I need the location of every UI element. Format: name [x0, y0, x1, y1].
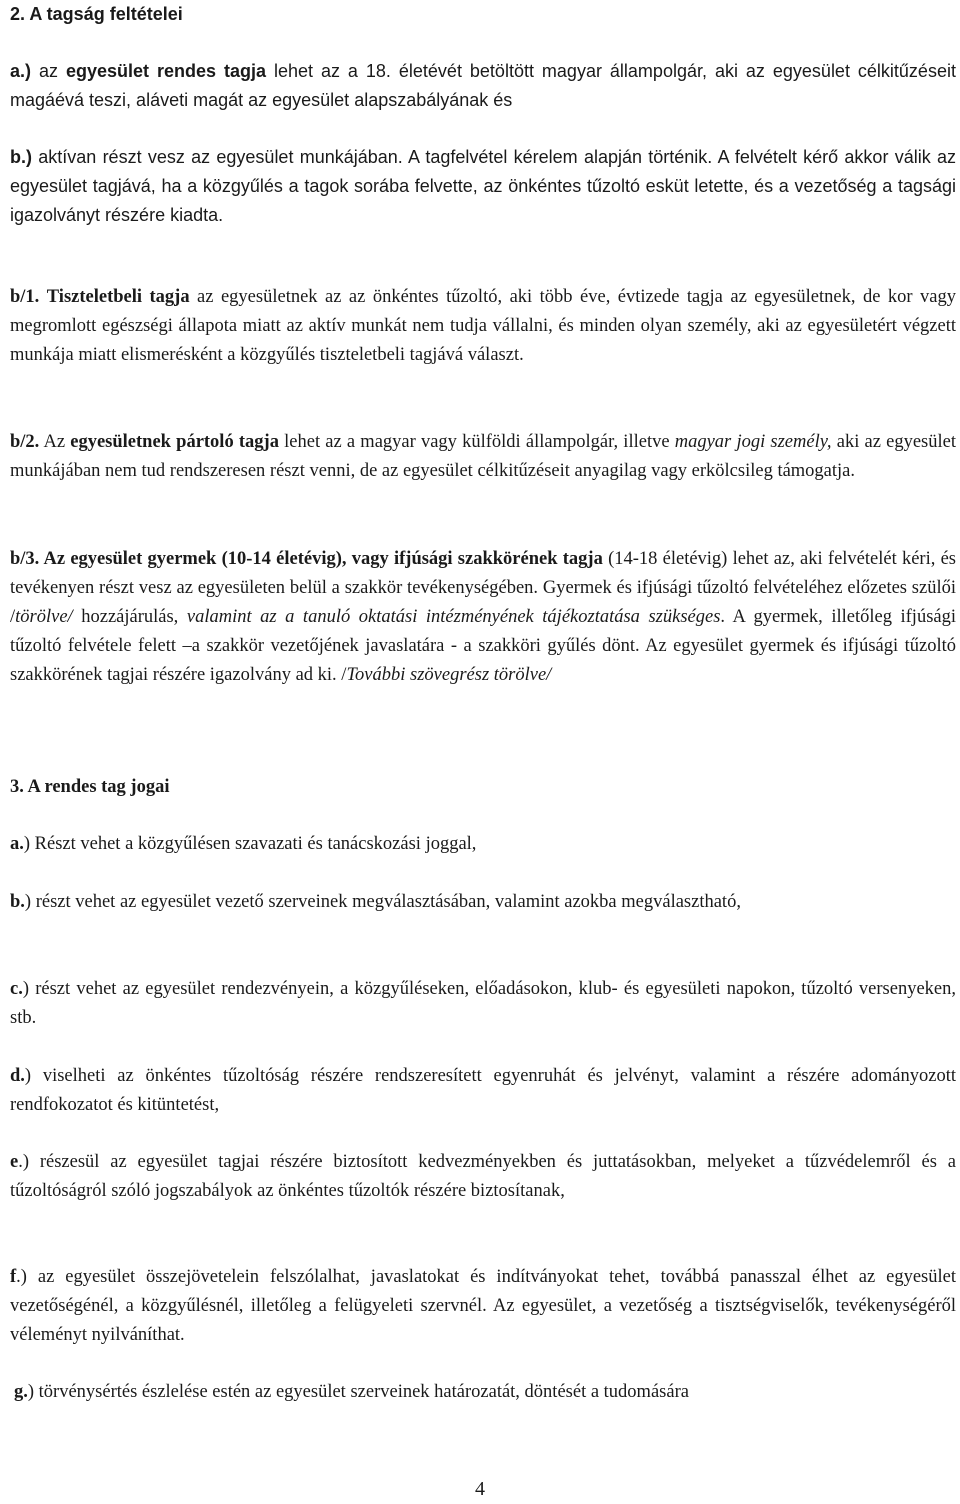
- text: . A gyermek, illetőleg ifjúsági tűzoltó felvétele felett –a szakkör vezetőjének javaslatára - a szakköri gyűlés dönt. Az egyesület gyermek és ifjúsági tűzoltó szakkörének tagjai részére igazolvány ad ki. /: [10, 607, 956, 685]
- text: (14-18 életévig) lehet az, aki felvételét kéri, és tevékenyen részt vesz az egyesületen belül a szakkör tevékenységében. Gyermek és ifjúsági tűzoltó felvételéhez előzetes szülői /: [10, 549, 956, 627]
- paragraph-b: [10, 143, 956, 230]
- item-label: d.: [10, 1066, 25, 1086]
- item-label: e: [10, 1152, 19, 1172]
- right-item-f: [10, 1263, 956, 1350]
- paragraph-b2: [10, 428, 956, 486]
- bold-term: egyesületnek pártoló tagja: [70, 432, 279, 452]
- item-label: c.: [10, 979, 23, 999]
- text: az: [38, 61, 58, 81]
- section-3-heading: 3. A rendes tag jogai: [10, 777, 170, 797]
- item-label: a.: [10, 834, 24, 854]
- text: az egyesületnek az az önkéntes tűzoltó, aki több éve, évtizede tagja az egyesületnek, de kor vagy megromlott egészségi állapota miatt az aktív munkát nem tudja vállalni, és minden olyan személy, aki az egyesületért végzett munkája miatt elismerésként a közgyűlés tiszteletbeli tagjává választ.: [10, 287, 956, 365]
- right-item-b: [10, 888, 956, 917]
- text: lehet az a 18. életévét betöltött magyar állampolgár, aki az egyesület célkitűzéseit magáévá teszi, aláveti magát az egyesület alapszabályának és: [10, 61, 956, 110]
- item-label: b/3.: [10, 549, 40, 569]
- italic-term: magyar jogi személy,: [674, 432, 832, 452]
- item-text: .) az egyesület összejövetelein felszólalhat, javaslatokat és indítványokat tehet, továbbá panasszal élhet az egyesület vezetőségénél, a közgyűlésnél, illetőleg a felügyeleti szervnél. Az egyesület, a vezetőség a tisztségviselők, tevékenységéről véleményt nyilváníthat.: [10, 1267, 956, 1345]
- right-item-e: [10, 1148, 956, 1206]
- item-text: ) törvénysértés észlelése estén az egyesület szerveinek határozatát, döntését a tudomására: [27, 1382, 689, 1402]
- item-label: b/2.: [10, 432, 40, 452]
- item-label: b.: [10, 892, 25, 912]
- item-label: b.): [10, 147, 32, 167]
- page-number: 4: [475, 1478, 485, 1500]
- item-text: ) Részt vehet a közgyűlésen szavazati és tanácskozási joggal,: [23, 834, 477, 854]
- text: aki az egyesület munkájában nem tud rendszeresen részt venni, de az egyesület célkitűzéseit anyagilag vagy erkölcsileg támogatja.: [10, 432, 956, 481]
- item-text: ) viselheti az önkéntes tűzoltóság részére rendszeresített egyenruhát és jelvényt, valamint a részére adományozott rendfokozatot és kitüntetést,: [10, 1066, 956, 1115]
- item-label: g.: [14, 1382, 28, 1402]
- text: hozzájárulás,: [72, 607, 187, 627]
- item-label: b/1.: [10, 287, 40, 307]
- paragraph-a: [10, 57, 956, 115]
- italic-term: valamint az a tanuló oktatási intézményének tájékoztatása szükséges: [186, 607, 721, 627]
- item-text: ) részt vehet az egyesület rendezvényein, a közgyűléseken, előadásokon, klub- és egyesületi napokon, tűzoltó versenyeken, stb.: [10, 979, 956, 1028]
- right-item-g: [14, 1378, 960, 1407]
- text: Az: [39, 432, 71, 452]
- item-label: f: [10, 1267, 17, 1287]
- italic-term: törölve/: [15, 607, 73, 627]
- section-2-heading: 2. A tagság feltételei: [10, 4, 183, 24]
- right-item-c: [10, 975, 956, 1033]
- item-text: .) részesül az egyesület tagjai részére biztosított kedvezményekben és juttatásokban, melyeket a tűzvédelemről és a tűzoltóságról szóló jogszabályok az önkéntes tűzoltók részére biztosítanak,: [10, 1152, 956, 1201]
- paragraph-b3: [10, 545, 956, 690]
- text: lehet az a magyar vagy külföldi állampolgár, illetve: [278, 432, 675, 452]
- item-text: ) részt vehet az egyesület vezető szerveinek megválasztásában, valamint azokba megválasztható,: [24, 892, 741, 912]
- bold-term: Tiszteletbeli tagja: [46, 287, 190, 307]
- item-label: a.): [10, 61, 32, 81]
- bold-term: Az egyesület gyermek (10-14 életévig), vagy ifjúsági szakkörének tagja: [39, 549, 603, 569]
- italic-term: További szövegrész törölve/: [346, 665, 552, 685]
- right-item-a: [10, 830, 956, 859]
- text: aktívan részt vesz az egyesület munkájában. A tagfelvétel kérelem alapján történik. A felvételt kérő akkor válik az egyesület tagjává, ha a közgyűlés a tagok sorába felvette, az önkéntes tűzoltó esküt letette, és a vezetőség a tagsági igazolványt részére kiadta.: [10, 147, 956, 225]
- bold-term: egyesület rendes tagja: [65, 61, 266, 81]
- right-item-d: [10, 1062, 956, 1120]
- paragraph-b1: [10, 283, 956, 370]
